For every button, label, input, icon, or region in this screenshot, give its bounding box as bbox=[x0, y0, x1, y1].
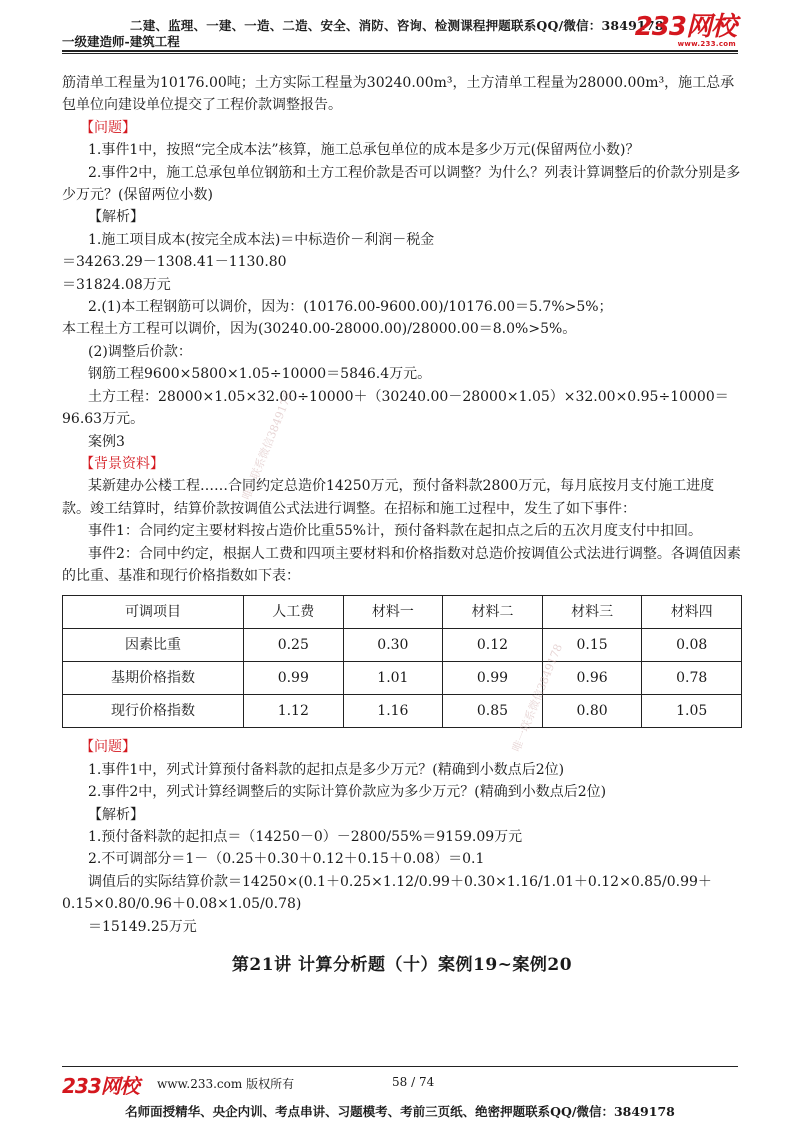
column-header: 人工费 bbox=[244, 596, 344, 629]
footer-logo: 233网校 bbox=[62, 1074, 139, 1098]
table-cell: 0.08 bbox=[642, 629, 742, 662]
watermark: 唯一联系微信3849178 bbox=[239, 390, 295, 502]
table-cell: 基期价格指数 bbox=[63, 662, 244, 695]
analysis-line: ＝15149.25万元 bbox=[88, 918, 197, 935]
question-tag: 【问题】 bbox=[80, 739, 136, 756]
analysis-line: 调值后的实际结算价款＝14250×(0.1＋0.25×1.12/0.99＋0.30×1.16/1.01＋0.12×0.85/0.99＋0.15×0.80/0.96＋0.08×1.05/0.78) bbox=[62, 873, 712, 913]
question-1: 1.事件1中，按照“完全成本法”核算，施工总承包单位的成本是多少万元(保留两位小数)？ bbox=[88, 142, 640, 159]
analysis-tag: 【解析】 bbox=[88, 209, 144, 226]
question-2: 2.事件2中，列式计算经调整后的实际计算价款应为多少万元？(精确到小数点后2位) bbox=[88, 784, 607, 801]
header-divider-thin bbox=[62, 53, 738, 54]
analysis-line: (2)调整后价款： bbox=[88, 343, 192, 360]
table-header-row bbox=[63, 596, 742, 629]
column-header: 材料一 bbox=[343, 596, 443, 629]
question-1: 1.事件1中，列式计算预付备料款的起扣点是多少万元？(精确到小数点后2位) bbox=[88, 761, 565, 778]
table-cell: 0.80 bbox=[542, 695, 642, 728]
table-cell: 0.96 bbox=[542, 662, 642, 695]
table-cell: 1.16 bbox=[343, 695, 443, 728]
analysis-line: 本工程土方工程可以调价，因为(30240.00-28000.00)/28000.00＝8.0%>5%。 bbox=[62, 321, 577, 338]
analysis-line: ＝34263.29－1308.41－1130.80 bbox=[62, 254, 287, 271]
lecture-title: 第21讲 计算分析题（十）案例19~案例20 bbox=[231, 955, 573, 975]
analysis-line: 2.不可调部分＝1－（0.25＋0.30＋0.12＋0.15＋0.08）＝0.1 bbox=[88, 851, 485, 868]
question-tag: 【问题】 bbox=[80, 119, 136, 136]
analysis-line: ＝31824.08万元 bbox=[62, 276, 171, 293]
table-row bbox=[63, 695, 742, 728]
footer-divider bbox=[62, 1066, 738, 1067]
page-number: 58 / 74 bbox=[392, 1075, 435, 1089]
table-row bbox=[63, 629, 742, 662]
analysis-line: 2.(1)本工程钢筋可以调价，因为：(10176.00-9600.00)/10176.00＝5.7%>5%； bbox=[88, 299, 613, 316]
table-cell: 0.99 bbox=[443, 662, 543, 695]
background-tag: 【背景资料】 bbox=[80, 455, 164, 472]
table-cell: 0.30 bbox=[343, 629, 443, 662]
column-header: 可调项目 bbox=[63, 596, 244, 629]
document-body bbox=[62, 72, 742, 976]
background-paragraph: 某新建办公楼工程……合同约定总造价14250万元，预付备料款2800万元，每月底按月支付施工进度款。竣工结算时，结算价款按调值公式法进行调整。在招标和施工过程中，发生了如下事件： bbox=[62, 478, 715, 517]
analysis-line: 土方工程：28000×1.05×32.00÷10000＋（30240.00－28000×1.05）×32.00×0.95÷10000＝96.63万元。 bbox=[62, 388, 729, 428]
column-header: 材料四 bbox=[642, 596, 742, 629]
column-header: 材料二 bbox=[443, 596, 543, 629]
analysis-line: 钢筋工程9600×5800×1.05÷10000＝5846.4万元。 bbox=[88, 366, 432, 383]
price-index-table bbox=[62, 595, 742, 728]
table-cell: 0.99 bbox=[244, 662, 344, 695]
table-row bbox=[63, 662, 742, 695]
header-divider bbox=[62, 50, 738, 52]
table-cell: 1.01 bbox=[343, 662, 443, 695]
analysis-tag: 【解析】 bbox=[88, 806, 144, 823]
event-2-paragraph: 事件2：合同中约定，根据人工费和四项主要材料和价格指数对总造价按调值公式法进行调整。各调值因素的比重、基准和现行价格指数如下表： bbox=[62, 545, 741, 584]
brand-logo bbox=[635, 14, 736, 48]
footer-copyright: www.233.com 版权所有 bbox=[157, 1077, 295, 1091]
question-2: 2.事件2中，施工总承包单位钢筋和土方工程价款是否可以调整？为什么？列表计算调整后的价款分别是多少万元？(保留两位小数) bbox=[62, 164, 741, 204]
paragraph: 筋清单工程量为10176.00吨；土方实际工程量为30240.00m³，土方清单工程量为28000.00m³，施工总承包单位向建设单位提交了工程价款调整报告。 bbox=[62, 75, 735, 114]
header-contact-line: 二建、监理、一建、一造、二造、安全、消防、咨询、检测课程押题联系QQ/微信：3849178 bbox=[130, 18, 664, 33]
table-cell: 因素比重 bbox=[63, 629, 244, 662]
analysis-line: 1.施工项目成本(按完全成本法)＝中标造价－利润－税金 bbox=[88, 231, 435, 248]
table-cell: 1.12 bbox=[244, 695, 344, 728]
table-cell: 0.85 bbox=[443, 695, 543, 728]
brand-logo-text: 233网校 bbox=[634, 12, 736, 42]
table-cell: 0.15 bbox=[542, 629, 642, 662]
footer-contact-line: 名师面授精华、央企内训、考点串讲、习题模考、考前三页纸、绝密押题联系QQ/微信：3849178 bbox=[125, 1104, 675, 1119]
table-cell: 0.25 bbox=[244, 629, 344, 662]
watermark: 唯一联系微信3849178 bbox=[509, 642, 565, 754]
event-1-paragraph: 事件1：合同约定主要材料按占造价比重55%计，预付备料款在起扣点之后的五次月度支付中扣回。 bbox=[88, 523, 703, 540]
table-cell: 现行价格指数 bbox=[63, 695, 244, 728]
header-subject: 一级建造师-建筑工程 bbox=[62, 34, 180, 49]
table-cell: 1.05 bbox=[642, 695, 742, 728]
brand-logo-url: www.233.com bbox=[677, 40, 736, 48]
table-cell: 0.12 bbox=[443, 629, 543, 662]
column-header: 材料三 bbox=[542, 596, 642, 629]
analysis-line: 1.预付备料款的起扣点＝（14250－0）－2800/55%＝9159.09万元 bbox=[88, 828, 523, 845]
case-heading: 案例3 bbox=[88, 433, 125, 450]
table-cell: 0.78 bbox=[642, 662, 742, 695]
